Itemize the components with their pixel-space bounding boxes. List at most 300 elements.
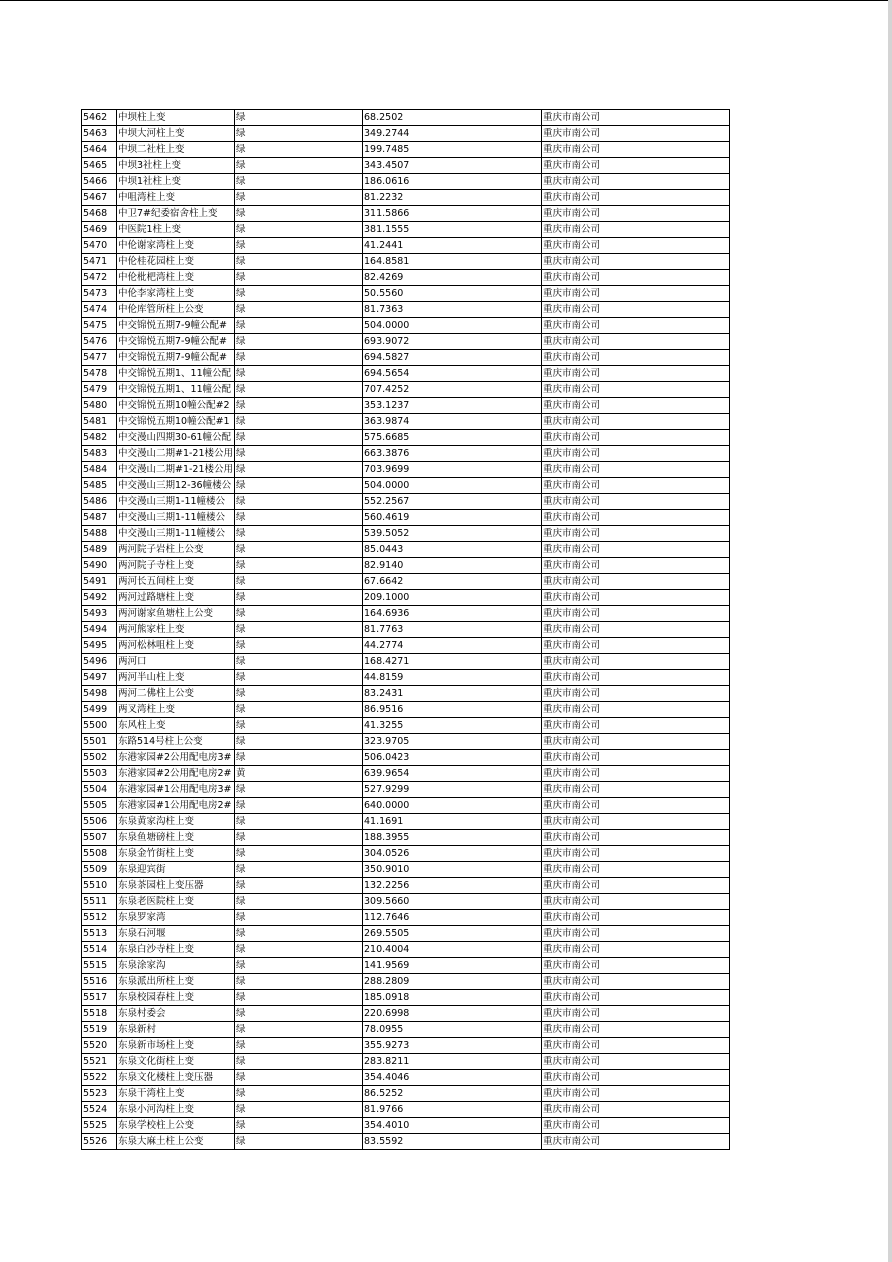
transformer-name-cell: 东泉村委会 xyxy=(117,1006,235,1022)
row-id-cell: 5476 xyxy=(82,334,117,350)
transformer-name-cell: 东泉黄家沟柱上变 xyxy=(117,814,235,830)
transformer-name-cell: 中交锦悦五期7-9幢公配# xyxy=(117,350,235,366)
value-cell: 81.2232 xyxy=(363,190,542,206)
table-row xyxy=(82,494,730,510)
row-id-cell: 5464 xyxy=(82,142,117,158)
table-row xyxy=(82,606,730,622)
status-color-cell: 绿 xyxy=(235,702,363,718)
company-cell: 重庆市南公司 xyxy=(542,558,730,574)
value-cell: 81.9766 xyxy=(363,1102,542,1118)
row-id-cell: 5524 xyxy=(82,1102,117,1118)
transformer-name-cell: 两叉湾柱上变 xyxy=(117,702,235,718)
transformer-name-cell: 中交漫山二期#1-21楼公用 xyxy=(117,462,235,478)
row-id-cell: 5521 xyxy=(82,1054,117,1070)
company-cell: 重庆市南公司 xyxy=(542,286,730,302)
value-cell: 694.5654 xyxy=(363,366,542,382)
value-cell: 283.8211 xyxy=(363,1054,542,1070)
company-cell: 重庆市南公司 xyxy=(542,334,730,350)
transformer-name-cell: 东泉茶园柱上变压器 xyxy=(117,878,235,894)
row-id-cell: 5463 xyxy=(82,126,117,142)
company-cell: 重庆市南公司 xyxy=(542,110,730,126)
transformer-name-cell: 中交锦悦五期10幢公配#1 xyxy=(117,414,235,430)
transformer-name-cell: 东港家园#1公用配电房3# xyxy=(117,782,235,798)
table-row xyxy=(82,238,730,254)
status-color-cell: 绿 xyxy=(235,302,363,318)
status-color-cell: 绿 xyxy=(235,142,363,158)
value-cell: 220.6998 xyxy=(363,1006,542,1022)
value-cell: 363.9874 xyxy=(363,414,542,430)
value-cell: 350.9010 xyxy=(363,862,542,878)
transformer-name-cell: 两河院子岩柱上公变 xyxy=(117,542,235,558)
status-color-cell: 绿 xyxy=(235,1038,363,1054)
value-cell: 304.0526 xyxy=(363,846,542,862)
company-cell: 重庆市南公司 xyxy=(542,206,730,222)
value-cell: 552.2567 xyxy=(363,494,542,510)
value-cell: 575.6685 xyxy=(363,430,542,446)
company-cell: 重庆市南公司 xyxy=(542,382,730,398)
row-id-cell: 5510 xyxy=(82,878,117,894)
table-row xyxy=(82,942,730,958)
table-row xyxy=(82,110,730,126)
status-color-cell: 绿 xyxy=(235,174,363,190)
row-id-cell: 5513 xyxy=(82,926,117,942)
table-row xyxy=(82,974,730,990)
table-row xyxy=(82,1102,730,1118)
status-color-cell: 绿 xyxy=(235,654,363,670)
value-cell: 132.2256 xyxy=(363,878,542,894)
company-cell: 重庆市南公司 xyxy=(542,702,730,718)
company-cell: 重庆市南公司 xyxy=(542,270,730,286)
transformer-name-cell: 东泉小河沟柱上变 xyxy=(117,1102,235,1118)
company-cell: 重庆市南公司 xyxy=(542,478,730,494)
transformer-name-cell: 东泉大麻土柱上公变 xyxy=(117,1134,235,1150)
company-cell: 重庆市南公司 xyxy=(542,1022,730,1038)
company-cell: 重庆市南公司 xyxy=(542,1070,730,1086)
transformer-name-cell: 两河长五间柱上变 xyxy=(117,574,235,590)
status-color-cell: 绿 xyxy=(235,942,363,958)
value-cell: 707.4252 xyxy=(363,382,542,398)
table-row xyxy=(82,1006,730,1022)
transformer-name-cell: 中伦库管所柱上公变 xyxy=(117,302,235,318)
table-row xyxy=(82,814,730,830)
row-id-cell: 5490 xyxy=(82,558,117,574)
transformer-name-cell: 两河院子寺柱上变 xyxy=(117,558,235,574)
transformer-name-cell: 东路514号柱上公变 xyxy=(117,734,235,750)
status-color-cell: 绿 xyxy=(235,398,363,414)
table-row xyxy=(82,126,730,142)
status-color-cell: 绿 xyxy=(235,622,363,638)
table-row xyxy=(82,206,730,222)
row-id-cell: 5522 xyxy=(82,1070,117,1086)
table-row xyxy=(82,638,730,654)
transformer-name-cell: 东泉文化楼柱上变压器 xyxy=(117,1070,235,1086)
company-cell: 重庆市南公司 xyxy=(542,366,730,382)
row-id-cell: 5482 xyxy=(82,430,117,446)
table-row xyxy=(82,702,730,718)
company-cell: 重庆市南公司 xyxy=(542,1038,730,1054)
value-cell: 210.4004 xyxy=(363,942,542,958)
status-color-cell: 绿 xyxy=(235,606,363,622)
status-color-cell: 绿 xyxy=(235,238,363,254)
value-cell: 353.1237 xyxy=(363,398,542,414)
transformer-name-cell: 两河熊家柱上变 xyxy=(117,622,235,638)
company-cell: 重庆市南公司 xyxy=(542,830,730,846)
row-id-cell: 5503 xyxy=(82,766,117,782)
value-cell: 83.5592 xyxy=(363,1134,542,1150)
row-id-cell: 5491 xyxy=(82,574,117,590)
table-row xyxy=(82,510,730,526)
row-id-cell: 5496 xyxy=(82,654,117,670)
value-cell: 82.4269 xyxy=(363,270,542,286)
status-color-cell: 绿 xyxy=(235,958,363,974)
row-id-cell: 5501 xyxy=(82,734,117,750)
table-row xyxy=(82,286,730,302)
value-cell: 355.9273 xyxy=(363,1038,542,1054)
row-id-cell: 5493 xyxy=(82,606,117,622)
transformer-name-cell: 东泉涂家沟 xyxy=(117,958,235,974)
status-color-cell: 绿 xyxy=(235,526,363,542)
value-cell: 343.4507 xyxy=(363,158,542,174)
status-color-cell: 绿 xyxy=(235,558,363,574)
value-cell: 50.5560 xyxy=(363,286,542,302)
table-row xyxy=(82,462,730,478)
row-id-cell: 5515 xyxy=(82,958,117,974)
row-id-cell: 5523 xyxy=(82,1086,117,1102)
transformer-name-cell: 中交锦悦五期1、11幢公配 xyxy=(117,366,235,382)
value-cell: 288.2809 xyxy=(363,974,542,990)
table-row xyxy=(82,686,730,702)
status-color-cell: 绿 xyxy=(235,718,363,734)
company-cell: 重庆市南公司 xyxy=(542,670,730,686)
status-color-cell: 绿 xyxy=(235,350,363,366)
company-cell: 重庆市南公司 xyxy=(542,398,730,414)
table-row xyxy=(82,798,730,814)
transformer-name-cell: 东港家园#2公用配电房3# xyxy=(117,750,235,766)
company-cell: 重庆市南公司 xyxy=(542,254,730,270)
table-row xyxy=(82,1118,730,1134)
table-row xyxy=(82,446,730,462)
value-cell: 41.3255 xyxy=(363,718,542,734)
row-id-cell: 5508 xyxy=(82,846,117,862)
company-cell: 重庆市南公司 xyxy=(542,750,730,766)
row-id-cell: 5475 xyxy=(82,318,117,334)
value-cell: 349.2744 xyxy=(363,126,542,142)
transformer-name-cell: 中坝柱上变 xyxy=(117,110,235,126)
company-cell: 重庆市南公司 xyxy=(542,510,730,526)
table-row xyxy=(82,1022,730,1038)
value-cell: 703.9699 xyxy=(363,462,542,478)
table-row xyxy=(82,430,730,446)
row-id-cell: 5497 xyxy=(82,670,117,686)
transformer-name-cell: 东泉罗家湾 xyxy=(117,910,235,926)
value-cell: 141.9569 xyxy=(363,958,542,974)
status-color-cell: 绿 xyxy=(235,686,363,702)
table-row xyxy=(82,366,730,382)
value-cell: 209.1000 xyxy=(363,590,542,606)
status-color-cell: 绿 xyxy=(235,878,363,894)
row-id-cell: 5492 xyxy=(82,590,117,606)
table-row xyxy=(82,750,730,766)
transformer-name-cell: 东泉文化街柱上变 xyxy=(117,1054,235,1070)
company-cell: 重庆市南公司 xyxy=(542,142,730,158)
status-color-cell: 绿 xyxy=(235,638,363,654)
status-color-cell: 绿 xyxy=(235,1022,363,1038)
value-cell: 44.2774 xyxy=(363,638,542,654)
transformer-name-cell: 中伦枇杷湾柱上变 xyxy=(117,270,235,286)
row-id-cell: 5526 xyxy=(82,1134,117,1150)
status-color-cell: 绿 xyxy=(235,542,363,558)
company-cell: 重庆市南公司 xyxy=(542,910,730,926)
company-cell: 重庆市南公司 xyxy=(542,974,730,990)
transformer-name-cell: 东泉石河堰 xyxy=(117,926,235,942)
transformer-name-cell: 中伦桂花园柱上变 xyxy=(117,254,235,270)
value-cell: 639.9654 xyxy=(363,766,542,782)
row-id-cell: 5466 xyxy=(82,174,117,190)
status-color-cell: 绿 xyxy=(235,830,363,846)
row-id-cell: 5507 xyxy=(82,830,117,846)
page-right-edge xyxy=(888,0,892,1262)
company-cell: 重庆市南公司 xyxy=(542,542,730,558)
status-color-cell: 绿 xyxy=(235,750,363,766)
row-id-cell: 5519 xyxy=(82,1022,117,1038)
row-id-cell: 5480 xyxy=(82,398,117,414)
row-id-cell: 5485 xyxy=(82,478,117,494)
value-cell: 67.6642 xyxy=(363,574,542,590)
table-row xyxy=(82,222,730,238)
company-cell: 重庆市南公司 xyxy=(542,1006,730,1022)
company-cell: 重庆市南公司 xyxy=(542,574,730,590)
table-row xyxy=(82,1134,730,1150)
row-id-cell: 5488 xyxy=(82,526,117,542)
value-cell: 41.1691 xyxy=(363,814,542,830)
transformer-table xyxy=(81,109,730,1150)
row-id-cell: 5511 xyxy=(82,894,117,910)
transformer-name-cell: 东泉鱼塘磅柱上变 xyxy=(117,830,235,846)
table-row xyxy=(82,318,730,334)
table-row xyxy=(82,190,730,206)
value-cell: 663.3876 xyxy=(363,446,542,462)
value-cell: 640.0000 xyxy=(363,798,542,814)
company-cell: 重庆市南公司 xyxy=(542,606,730,622)
table-row xyxy=(82,254,730,270)
company-cell: 重庆市南公司 xyxy=(542,446,730,462)
transformer-name-cell: 两河二佛柱上公变 xyxy=(117,686,235,702)
transformer-name-cell: 中交漫山四期30-61幢公配 xyxy=(117,430,235,446)
row-id-cell: 5525 xyxy=(82,1118,117,1134)
status-color-cell: 绿 xyxy=(235,478,363,494)
value-cell: 81.7763 xyxy=(363,622,542,638)
status-color-cell: 绿 xyxy=(235,846,363,862)
row-id-cell: 5505 xyxy=(82,798,117,814)
transformer-name-cell: 东泉学校柱上公变 xyxy=(117,1118,235,1134)
table-row xyxy=(82,990,730,1006)
status-color-cell: 绿 xyxy=(235,126,363,142)
row-id-cell: 5520 xyxy=(82,1038,117,1054)
row-id-cell: 5509 xyxy=(82,862,117,878)
value-cell: 309.5660 xyxy=(363,894,542,910)
row-id-cell: 5471 xyxy=(82,254,117,270)
value-cell: 504.0000 xyxy=(363,478,542,494)
row-id-cell: 5504 xyxy=(82,782,117,798)
row-id-cell: 5495 xyxy=(82,638,117,654)
transformer-name-cell: 中医院1柱上变 xyxy=(117,222,235,238)
row-id-cell: 5467 xyxy=(82,190,117,206)
value-cell: 311.5866 xyxy=(363,206,542,222)
row-id-cell: 5470 xyxy=(82,238,117,254)
status-color-cell: 绿 xyxy=(235,270,363,286)
table-row xyxy=(82,334,730,350)
transformer-name-cell: 两河过路塘柱上变 xyxy=(117,590,235,606)
company-cell: 重庆市南公司 xyxy=(542,782,730,798)
company-cell: 重庆市南公司 xyxy=(542,734,730,750)
value-cell: 81.7363 xyxy=(363,302,542,318)
company-cell: 重庆市南公司 xyxy=(542,1086,730,1102)
transformer-name-cell: 东泉新市场柱上变 xyxy=(117,1038,235,1054)
top-border-line xyxy=(0,0,892,1)
row-id-cell: 5486 xyxy=(82,494,117,510)
transformer-name-cell: 两河松林咀柱上变 xyxy=(117,638,235,654)
status-color-cell: 绿 xyxy=(235,462,363,478)
transformer-name-cell: 东泉金竹街柱上变 xyxy=(117,846,235,862)
table-row xyxy=(82,926,730,942)
table-row xyxy=(82,862,730,878)
table-row xyxy=(82,958,730,974)
company-cell: 重庆市南公司 xyxy=(542,350,730,366)
company-cell: 重庆市南公司 xyxy=(542,190,730,206)
value-cell: 188.3955 xyxy=(363,830,542,846)
status-color-cell: 绿 xyxy=(235,382,363,398)
row-id-cell: 5484 xyxy=(82,462,117,478)
table-row xyxy=(82,622,730,638)
table-row xyxy=(82,398,730,414)
transformer-name-cell: 东泉迎宾街 xyxy=(117,862,235,878)
row-id-cell: 5477 xyxy=(82,350,117,366)
row-id-cell: 5473 xyxy=(82,286,117,302)
transformer-name-cell: 东泉新村 xyxy=(117,1022,235,1038)
table-row xyxy=(82,526,730,542)
transformer-name-cell: 中交漫山三期1-11幢楼公 xyxy=(117,526,235,542)
table-row xyxy=(82,734,730,750)
transformer-name-cell: 东泉校园春柱上变 xyxy=(117,990,235,1006)
status-color-cell: 绿 xyxy=(235,1086,363,1102)
row-id-cell: 5498 xyxy=(82,686,117,702)
value-cell: 199.7485 xyxy=(363,142,542,158)
table-row xyxy=(82,654,730,670)
value-cell: 539.5052 xyxy=(363,526,542,542)
value-cell: 694.5827 xyxy=(363,350,542,366)
company-cell: 重庆市南公司 xyxy=(542,622,730,638)
value-cell: 693.9072 xyxy=(363,334,542,350)
transformer-name-cell: 中交漫山三期1-11幢楼公 xyxy=(117,494,235,510)
value-cell: 82.9140 xyxy=(363,558,542,574)
row-id-cell: 5514 xyxy=(82,942,117,958)
status-color-cell: 绿 xyxy=(235,974,363,990)
status-color-cell: 绿 xyxy=(235,670,363,686)
status-color-cell: 绿 xyxy=(235,222,363,238)
table-row xyxy=(82,846,730,862)
transformer-name-cell: 中交漫山二期#1-21楼公用 xyxy=(117,446,235,462)
table-row xyxy=(82,558,730,574)
status-color-cell: 绿 xyxy=(235,414,363,430)
value-cell: 164.6936 xyxy=(363,606,542,622)
company-cell: 重庆市南公司 xyxy=(542,798,730,814)
company-cell: 重庆市南公司 xyxy=(542,990,730,1006)
value-cell: 78.0955 xyxy=(363,1022,542,1038)
table-row xyxy=(82,574,730,590)
company-cell: 重庆市南公司 xyxy=(542,318,730,334)
transformer-name-cell: 中坝二社柱上变 xyxy=(117,142,235,158)
company-cell: 重庆市南公司 xyxy=(542,494,730,510)
row-id-cell: 5472 xyxy=(82,270,117,286)
table-row xyxy=(82,910,730,926)
status-color-cell: 绿 xyxy=(235,334,363,350)
status-color-cell: 绿 xyxy=(235,1006,363,1022)
company-cell: 重庆市南公司 xyxy=(542,942,730,958)
table-row xyxy=(82,414,730,430)
row-id-cell: 5499 xyxy=(82,702,117,718)
table-row xyxy=(82,894,730,910)
company-cell: 重庆市南公司 xyxy=(542,638,730,654)
transformer-name-cell: 中交锦悦五期7-9幢公配# xyxy=(117,318,235,334)
transformer-name-cell: 两河谢家鱼塘柱上公变 xyxy=(117,606,235,622)
company-cell: 重庆市南公司 xyxy=(542,862,730,878)
row-id-cell: 5518 xyxy=(82,1006,117,1022)
transformer-name-cell: 中卫7#纪委宿舍柱上变 xyxy=(117,206,235,222)
transformer-name-cell: 东港家园#2公用配电房2# xyxy=(117,766,235,782)
company-cell: 重庆市南公司 xyxy=(542,1102,730,1118)
transformer-name-cell: 东泉白沙寺柱上变 xyxy=(117,942,235,958)
table-row xyxy=(82,782,730,798)
transformer-name-cell: 东泉老医院柱上变 xyxy=(117,894,235,910)
row-id-cell: 5506 xyxy=(82,814,117,830)
status-color-cell: 绿 xyxy=(235,862,363,878)
status-color-cell: 绿 xyxy=(235,286,363,302)
company-cell: 重庆市南公司 xyxy=(542,958,730,974)
company-cell: 重庆市南公司 xyxy=(542,878,730,894)
value-cell: 85.0443 xyxy=(363,542,542,558)
row-id-cell: 5489 xyxy=(82,542,117,558)
transformer-name-cell: 东港家园#1公用配电房2# xyxy=(117,798,235,814)
value-cell: 186.0616 xyxy=(363,174,542,190)
status-color-cell: 绿 xyxy=(235,814,363,830)
transformer-name-cell: 中伦谢家湾柱上变 xyxy=(117,238,235,254)
status-color-cell: 绿 xyxy=(235,910,363,926)
value-cell: 504.0000 xyxy=(363,318,542,334)
table-row xyxy=(82,590,730,606)
company-cell: 重庆市南公司 xyxy=(542,174,730,190)
transformer-name-cell: 中坝1社柱上变 xyxy=(117,174,235,190)
status-color-cell: 绿 xyxy=(235,158,363,174)
value-cell: 185.0918 xyxy=(363,990,542,1006)
status-color-cell: 绿 xyxy=(235,110,363,126)
table-row xyxy=(82,158,730,174)
table-row xyxy=(82,542,730,558)
value-cell: 354.4046 xyxy=(363,1070,542,1086)
transformer-name-cell: 东风柱上变 xyxy=(117,718,235,734)
table-row xyxy=(82,1038,730,1054)
status-color-cell: 绿 xyxy=(235,590,363,606)
transformer-name-cell: 东泉派出所柱上变 xyxy=(117,974,235,990)
status-color-cell: 绿 xyxy=(235,510,363,526)
company-cell: 重庆市南公司 xyxy=(542,126,730,142)
status-color-cell: 绿 xyxy=(235,1070,363,1086)
company-cell: 重庆市南公司 xyxy=(542,1134,730,1150)
row-id-cell: 5465 xyxy=(82,158,117,174)
row-id-cell: 5481 xyxy=(82,414,117,430)
value-cell: 323.9705 xyxy=(363,734,542,750)
table-row xyxy=(82,382,730,398)
company-cell: 重庆市南公司 xyxy=(542,654,730,670)
